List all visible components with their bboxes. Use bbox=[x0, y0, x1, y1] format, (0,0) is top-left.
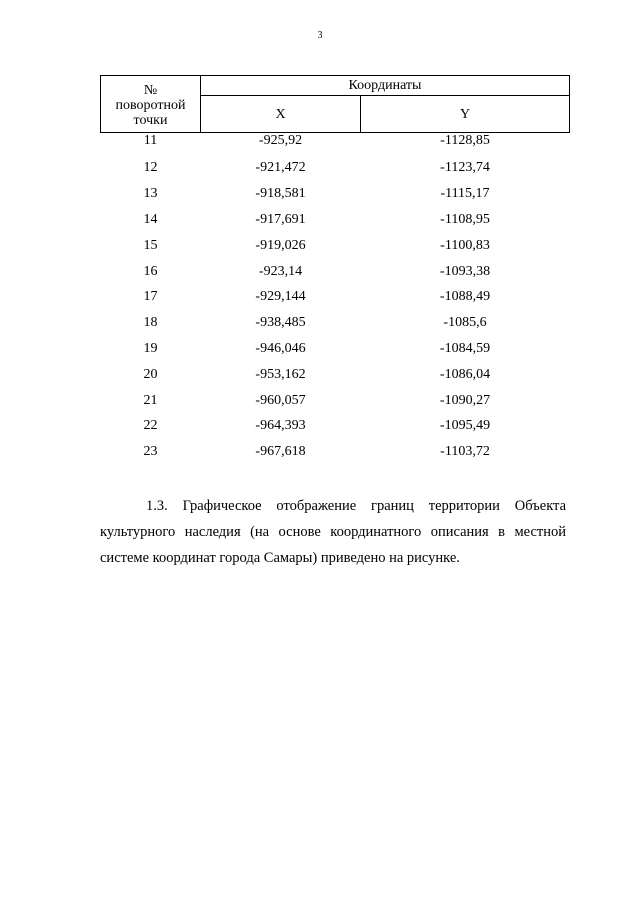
y-coordinate-cell: -1095,49 bbox=[439, 418, 491, 434]
x-coordinate-cell: -923,14 bbox=[258, 263, 303, 279]
point-number-cell: 11 bbox=[143, 133, 158, 148]
x-coordinate-cell: -938,485 bbox=[255, 315, 306, 331]
y-coordinate-cell: -1093,38 bbox=[439, 263, 491, 279]
y-coordinate-cell: -1103,72 bbox=[440, 444, 490, 460]
point-number-cell: 16 bbox=[143, 263, 158, 279]
table-row bbox=[101, 181, 570, 207]
page-number: 3 bbox=[317, 30, 323, 41]
y-column-header: Y bbox=[361, 96, 570, 133]
table-row bbox=[101, 361, 570, 387]
table-row bbox=[101, 387, 570, 413]
y-coordinate-cell: -1108,95 bbox=[440, 211, 490, 227]
x-coordinate-cell: -953,162 bbox=[255, 366, 306, 382]
coordinates-header: Координаты bbox=[201, 76, 570, 96]
point-number-cell: 21 bbox=[143, 392, 158, 408]
point-number-header bbox=[101, 76, 201, 133]
point-number-header-line3: точки bbox=[133, 112, 168, 128]
x-coordinate-cell: -960,057 bbox=[255, 392, 306, 408]
x-coordinate-cell: -946,046 bbox=[255, 340, 306, 356]
y-coordinate-cell: -1084,59 bbox=[439, 340, 491, 356]
y-coordinate-cell: -1100,83 bbox=[440, 237, 490, 253]
point-number-cell: 18 bbox=[143, 315, 158, 331]
x-coordinate-cell: -918,581 bbox=[255, 186, 306, 202]
x-coordinate-cell: -964,393 bbox=[255, 418, 306, 434]
x-coordinate-cell: -925,92 bbox=[258, 133, 303, 148]
table-row bbox=[101, 258, 570, 284]
point-number-cell: 23 bbox=[143, 444, 158, 460]
point-number-cell: 19 bbox=[143, 340, 158, 356]
point-number-cell: 22 bbox=[143, 418, 158, 434]
y-coordinate-cell: -1086,04 bbox=[439, 366, 491, 382]
y-coordinate-cell: -1088,49 bbox=[439, 289, 491, 305]
y-coordinate-cell: -1090,27 bbox=[439, 392, 491, 408]
point-number-cell: 13 bbox=[143, 186, 158, 202]
x-coordinate-cell: -967,618 bbox=[255, 444, 306, 460]
table-row bbox=[101, 336, 570, 362]
x-column-header: X bbox=[201, 96, 361, 133]
table-row bbox=[101, 439, 570, 465]
x-coordinate-cell: -919,026 bbox=[255, 237, 306, 253]
table-row bbox=[101, 284, 570, 310]
point-number-header-line1: № bbox=[143, 82, 158, 98]
x-coordinate-cell: -921,472 bbox=[255, 160, 306, 176]
table-row bbox=[101, 232, 570, 258]
y-coordinate-cell: -1115,17 bbox=[440, 186, 490, 202]
y-coordinate-cell: -1128,85 bbox=[440, 133, 490, 148]
table-row bbox=[101, 155, 570, 181]
coordinates-table bbox=[100, 75, 570, 465]
x-coordinate-cell: -929,144 bbox=[255, 289, 306, 305]
y-coordinate-cell: -1085,6 bbox=[443, 315, 487, 331]
point-number-cell: 14 bbox=[143, 211, 158, 227]
body-paragraph: 1.3. Графическое отображение границ территории Объекта культурного наследия (на основе координатного описания в местной системе координат города Самары) приведено на рисунке. bbox=[100, 497, 566, 566]
table-row bbox=[101, 133, 570, 156]
table-row bbox=[101, 207, 570, 233]
table-row bbox=[101, 310, 570, 336]
point-number-cell: 12 bbox=[143, 160, 158, 176]
point-number-cell: 15 bbox=[143, 237, 158, 253]
point-number-header-line2: поворотной bbox=[115, 97, 186, 113]
y-coordinate-cell: -1123,74 bbox=[440, 160, 490, 176]
point-number-cell: 20 bbox=[143, 366, 158, 382]
point-number-cell: 17 bbox=[143, 289, 158, 305]
table-row bbox=[101, 413, 570, 439]
x-coordinate-cell: -917,691 bbox=[255, 211, 306, 227]
